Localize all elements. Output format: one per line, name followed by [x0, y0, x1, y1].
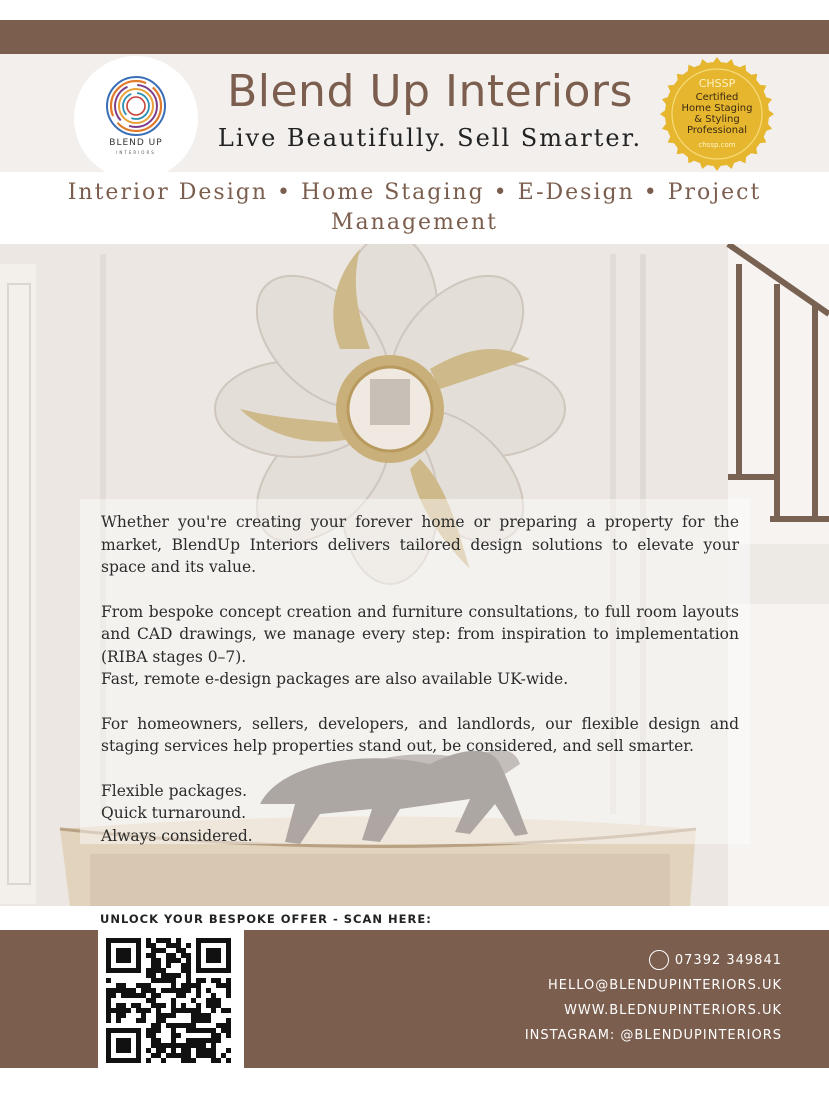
badge-title: CHSSP	[698, 77, 736, 90]
edesign-line: Fast, remote e-design packages are also available UK-wide.	[101, 670, 569, 688]
website-link[interactable]: WWW.BLEDNUPINTERIORS.UK	[564, 1003, 782, 1018]
badge-url: chssp.com	[698, 141, 736, 149]
contact-block	[525, 948, 782, 1048]
instagram-link[interactable]: INSTAGRAM: @BLENDUPINTERIORS	[524, 1028, 782, 1043]
tagline: Live Beautifully. Sell Smarter.	[217, 124, 643, 152]
logo	[74, 56, 198, 180]
email-link[interactable]: HELLO@BLENDUPINTERIORS.UK	[548, 978, 782, 993]
logo-subtext: INTERIORS	[116, 150, 156, 155]
benefit-3: Always considered.	[101, 826, 253, 845]
intro-paragraph: Whether you're creating your forever home or preparing a property for the market, BlendUp Interiors delivers tailored design solutions to elevate your space and its value.	[101, 513, 739, 576]
logo-text: BLEND UP	[109, 138, 163, 148]
badge-line-2: Home Staging	[681, 103, 753, 114]
services-paragraph	[101, 601, 739, 691]
logo-rings-icon	[104, 74, 168, 138]
services-line: Interior Design • Home Staging • E-Design • Project Management	[67, 180, 762, 235]
phone-icon	[649, 950, 669, 970]
phone-row[interactable]	[525, 948, 782, 973]
phone-number: 07392 349841	[674, 953, 782, 968]
benefit-2: Quick turnaround.	[101, 804, 247, 822]
badge-line-4: Professional	[686, 125, 748, 136]
benefits-list	[101, 780, 739, 848]
qr-code-image	[98, 930, 244, 1068]
brand-title: Blend Up Interiors	[227, 66, 633, 117]
badge-line-1: Certified	[695, 92, 739, 103]
audience-paragraph: For homeowners, sellers, developers, and landlords, our flexible design and staging services help properties stand out, be considered, and sell smarter.	[101, 714, 739, 755]
services-paragraph-main: From bespoke concept creation and furniture consultations, to full room layouts and CAD drawings, we manage every step: from inspiration to implementation (RIBA stages 0–7).	[101, 602, 739, 666]
qr-code[interactable]	[98, 930, 244, 1068]
benefit-1: Flexible packages.	[101, 781, 248, 800]
body-copy	[101, 511, 739, 847]
top-bar	[0, 20, 829, 54]
certification-badge-icon	[660, 57, 774, 171]
badge-line-3: & Styling	[694, 114, 740, 125]
scan-label: UNLOCK YOUR BESPOKE OFFER - SCAN HERE:	[100, 912, 432, 926]
